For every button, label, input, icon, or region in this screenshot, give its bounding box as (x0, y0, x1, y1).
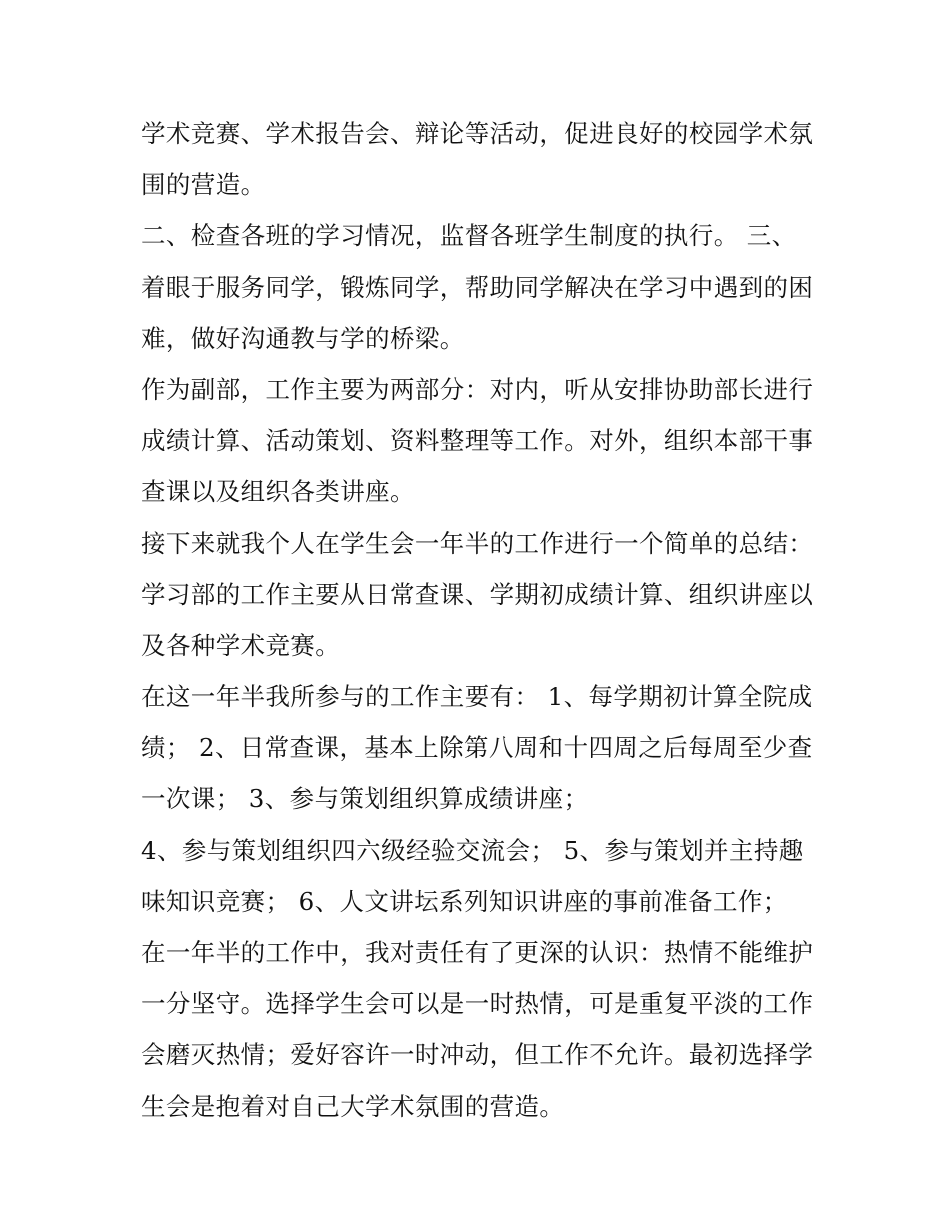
text-line: 接下来就我个人在学生会一年半的工作进行一个简单的总结： (141, 528, 814, 558)
text-line: 作为副部，工作主要为两部分：对内，听从安排协助部长进行 (141, 374, 814, 404)
text-line: 在一年半的工作中，我对责任有了更深的认识：热情不能维护 (141, 938, 814, 967)
text-line: 成绩计算、活动策划、资料整理等工作。对外，组织本部干事 (141, 426, 814, 456)
text-line: 会磨灭热情；爱好容许一时冲动，但工作不允许。最初选择学 (141, 1040, 814, 1070)
text-line: 着眼于服务同学，锻炼同学，帮助同学解决在学习中遇到的困 (141, 272, 814, 302)
text-line: 难，做好沟通教与学的桥梁。 (141, 323, 465, 353)
text-line: 查课以及组织各类讲座。 (141, 477, 415, 507)
text-line: 一分坚守。选择学生会可以是一时热情，可是重复平淡的工作 (141, 989, 814, 1019)
text-line: 绩； 2、日常查课，基本上除第八周和十四周之后每周至少查 (141, 733, 813, 763)
text-line: 学术竞赛、学术报告会、辩论等活动，促进良好的校园学术氛 (141, 119, 814, 148)
text-line: 围的营造。 (141, 170, 266, 200)
text-line: 4、参与策划组织四六级经验交流会； 5、参与策划并主持趣 (141, 835, 804, 865)
text-line: 一次课； 3、参与策划组织算成绩讲座； (141, 784, 589, 814)
text-line: 在这一年半我所参与的工作主要有： 1、每学期初计算全院成 (141, 682, 813, 712)
text-line: 生会是抱着对自己大学术氛围的营造。 (141, 1091, 565, 1121)
text-line: 二、检查各班的学习情况，监督各班学生制度的执行。 三、 (141, 221, 797, 251)
document-body (141, 108, 821, 1132)
text-line: 味知识竞赛； 6、人文讲坛系列知识讲座的事前准备工作； (141, 886, 788, 916)
text-line: 及各种学术竞赛。 (141, 630, 341, 660)
text-line: 学习部的工作主要从日常查课、学期初成绩计算、组织讲座以 (141, 579, 814, 609)
